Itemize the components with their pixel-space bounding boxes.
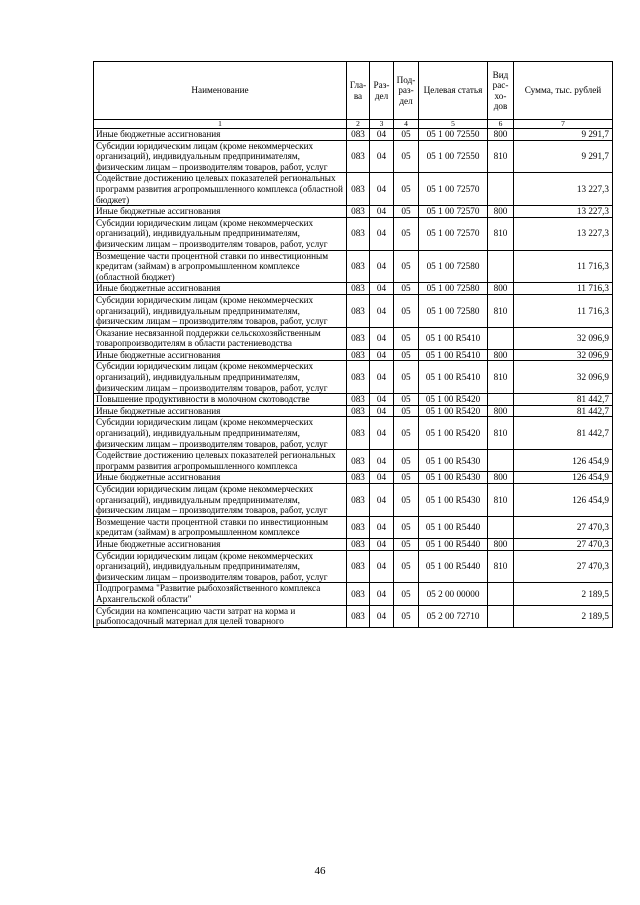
table-body: [94, 129, 613, 628]
header-name: Наименование: [94, 62, 347, 120]
row-name: Оказание несвязанной поддержки сельскохозяйственным товаропроизводителям в области растениеводства: [94, 327, 347, 349]
row-podrazdel: 05: [394, 472, 419, 484]
row-glava: 083: [347, 250, 370, 283]
row-podrazdel: 05: [394, 450, 419, 472]
table-row: [94, 583, 613, 605]
header-glava: Гла-ва: [347, 62, 370, 120]
table-row: [94, 129, 613, 141]
row-target-article: 05 1 00 72570: [419, 206, 488, 218]
table-row: [94, 217, 613, 250]
row-name: Субсидии юридическим лицам (кроме некоммерческих организаций), индивидуальным предпринимателям, физическим лицам – производителям товаров, работ, услуг: [94, 294, 347, 327]
row-name: Иные бюджетные ассигнования: [94, 129, 347, 141]
row-target-article: 05 1 00 R5410: [419, 349, 488, 361]
row-sum: 27 470,3: [514, 538, 613, 550]
row-expense-type: [488, 173, 514, 206]
row-expense-type: 810: [488, 140, 514, 173]
row-sum: 81 442,7: [514, 405, 613, 417]
row-target-article: 05 1 00 R5430: [419, 484, 488, 517]
row-podrazdel: 05: [394, 129, 419, 141]
row-name: Иные бюджетные ассигнования: [94, 472, 347, 484]
row-glava: 083: [347, 361, 370, 394]
table-row: [94, 538, 613, 550]
row-sum: 126 454,9: [514, 484, 613, 517]
row-razdel: 04: [370, 516, 394, 538]
row-name: Возмещение части процентной ставки по инвестиционным кредитам (займам) в агропромышленном комплексе: [94, 516, 347, 538]
row-razdel: 04: [370, 349, 394, 361]
row-sum: 2 189,5: [514, 583, 613, 605]
row-name: Субсидии юридическим лицам (кроме некоммерческих организаций), индивидуальным предпринимателям, физическим лицам – производителям товаров, работ, услуг: [94, 361, 347, 394]
row-razdel: 04: [370, 173, 394, 206]
header-razdel: Раз-дел: [370, 62, 394, 120]
row-podrazdel: 05: [394, 394, 419, 406]
row-name: Повышение продуктивности в молочном скотоводстве: [94, 394, 347, 406]
row-razdel: 04: [370, 583, 394, 605]
row-razdel: 04: [370, 129, 394, 141]
row-expense-type: 800: [488, 206, 514, 218]
row-name: Содействие достижению целевых показателей региональных программ развития агропромышленного комплекса (областной бюджет): [94, 173, 347, 206]
row-podrazdel: 05: [394, 217, 419, 250]
row-target-article: 05 1 00 R5430: [419, 472, 488, 484]
row-target-article: 05 1 00 R5420: [419, 394, 488, 406]
row-razdel: 04: [370, 550, 394, 583]
row-glava: 083: [347, 294, 370, 327]
column-numbers-row: [94, 120, 613, 129]
row-razdel: 04: [370, 140, 394, 173]
row-target-article: 05 1 00 72570: [419, 217, 488, 250]
row-razdel: 04: [370, 361, 394, 394]
table-row: [94, 206, 613, 218]
table-header-row: [94, 62, 613, 120]
row-name: Субсидии юридическим лицам (кроме некоммерческих организаций), индивидуальным предпринимателям, физическим лицам – производителям товаров, работ, услуг: [94, 484, 347, 517]
row-podrazdel: 05: [394, 349, 419, 361]
row-razdel: 04: [370, 294, 394, 327]
row-razdel: 04: [370, 394, 394, 406]
row-expense-type: [488, 327, 514, 349]
row-glava: 083: [347, 450, 370, 472]
table-row: [94, 327, 613, 349]
row-sum: 13 227,3: [514, 206, 613, 218]
table-row: [94, 361, 613, 394]
header-podrazdel: Под-раз-дел: [394, 62, 419, 120]
row-glava: 083: [347, 516, 370, 538]
row-target-article: 05 1 00 R5440: [419, 516, 488, 538]
row-glava: 083: [347, 605, 370, 627]
row-razdel: 04: [370, 450, 394, 472]
table-row: [94, 417, 613, 450]
row-expense-type: 810: [488, 484, 514, 517]
row-razdel: 04: [370, 250, 394, 283]
row-razdel: 04: [370, 217, 394, 250]
row-target-article: 05 2 00 00000: [419, 583, 488, 605]
table-row: [94, 450, 613, 472]
column-number: 2: [347, 120, 370, 129]
row-sum: 11 716,3: [514, 250, 613, 283]
row-podrazdel: 05: [394, 583, 419, 605]
row-razdel: 04: [370, 417, 394, 450]
row-razdel: 04: [370, 472, 394, 484]
row-target-article: 05 1 00 R5410: [419, 327, 488, 349]
row-glava: 083: [347, 538, 370, 550]
row-target-article: 05 1 00 72550: [419, 129, 488, 141]
row-name: Иные бюджетные ассигнования: [94, 283, 347, 295]
row-podrazdel: 05: [394, 173, 419, 206]
table-row: [94, 283, 613, 295]
row-sum: 27 470,3: [514, 516, 613, 538]
row-expense-type: 800: [488, 405, 514, 417]
budget-table: [93, 61, 613, 628]
column-number: 7: [514, 120, 613, 129]
row-expense-type: 800: [488, 538, 514, 550]
header-summa: Сумма, тыс. рублей: [514, 62, 613, 120]
row-expense-type: 800: [488, 129, 514, 141]
row-name: Иные бюджетные ассигнования: [94, 405, 347, 417]
row-glava: 083: [347, 417, 370, 450]
row-podrazdel: 05: [394, 405, 419, 417]
row-sum: 9 291,7: [514, 129, 613, 141]
table-row: [94, 516, 613, 538]
row-name: Субсидии юридическим лицам (кроме некоммерческих организаций), индивидуальным предпринимателям, физическим лицам – производителям товаров, работ, услуг: [94, 140, 347, 173]
row-sum: 13 227,3: [514, 173, 613, 206]
row-name: Субсидии юридическим лицам (кроме некоммерческих организаций), индивидуальным предпринимателям, физическим лицам – производителям товаров, работ, услуг: [94, 417, 347, 450]
row-expense-type: 800: [488, 349, 514, 361]
row-target-article: 05 1 00 72550: [419, 140, 488, 173]
header-vid: Вид рас-хо-дов: [488, 62, 514, 120]
row-expense-type: 800: [488, 472, 514, 484]
row-podrazdel: 05: [394, 327, 419, 349]
row-sum: 126 454,9: [514, 450, 613, 472]
row-podrazdel: 05: [394, 484, 419, 517]
row-glava: 083: [347, 550, 370, 583]
row-name: Подпрограмма "Развитие рыбохозяйственного комплекса Архангельской области": [94, 583, 347, 605]
row-name: Субсидии юридическим лицам (кроме некоммерческих организаций), индивидуальным предпринимателям, физическим лицам – производителям товаров, работ, услуг: [94, 217, 347, 250]
row-glava: 083: [347, 327, 370, 349]
row-target-article: 05 1 00 72580: [419, 283, 488, 295]
row-target-article: 05 1 00 R5440: [419, 538, 488, 550]
row-podrazdel: 05: [394, 550, 419, 583]
row-name: Субсидии юридическим лицам (кроме некоммерческих организаций), индивидуальным предпринимателям, физическим лицам – производителям товаров, работ, услуг: [94, 550, 347, 583]
row-glava: 083: [347, 583, 370, 605]
column-number: 4: [394, 120, 419, 129]
row-expense-type: 810: [488, 294, 514, 327]
table-row: [94, 294, 613, 327]
row-name: Содействие достижению целевых показателей региональных программ развития агропромышленного комплекса: [94, 450, 347, 472]
row-expense-type: [488, 394, 514, 406]
row-expense-type: 810: [488, 217, 514, 250]
row-glava: 083: [347, 140, 370, 173]
row-expense-type: [488, 450, 514, 472]
row-name: Иные бюджетные ассигнования: [94, 206, 347, 218]
row-podrazdel: 05: [394, 250, 419, 283]
row-glava: 083: [347, 472, 370, 484]
row-razdel: 04: [370, 327, 394, 349]
header-celevaya: Целевая статья: [419, 62, 488, 120]
row-sum: 81 442,7: [514, 394, 613, 406]
column-number: 5: [419, 120, 488, 129]
row-razdel: 04: [370, 605, 394, 627]
row-podrazdel: 05: [394, 140, 419, 173]
row-podrazdel: 05: [394, 538, 419, 550]
row-sum: 32 096,9: [514, 361, 613, 394]
column-number: 6: [488, 120, 514, 129]
row-expense-type: [488, 250, 514, 283]
row-sum: 126 454,9: [514, 472, 613, 484]
row-sum: 11 716,3: [514, 294, 613, 327]
row-expense-type: [488, 516, 514, 538]
table-row: [94, 484, 613, 517]
row-target-article: 05 1 00 72570: [419, 173, 488, 206]
row-target-article: 05 1 00 R5410: [419, 361, 488, 394]
row-podrazdel: 05: [394, 283, 419, 295]
row-razdel: 04: [370, 484, 394, 517]
page-number: 46: [314, 865, 326, 877]
table-row: [94, 394, 613, 406]
row-glava: 083: [347, 217, 370, 250]
row-razdel: 04: [370, 206, 394, 218]
table-row: [94, 173, 613, 206]
row-target-article: 05 1 00 R5430: [419, 450, 488, 472]
row-sum: 32 096,9: [514, 327, 613, 349]
row-sum: 81 442,7: [514, 417, 613, 450]
row-target-article: 05 1 00 72580: [419, 294, 488, 327]
row-expense-type: 810: [488, 550, 514, 583]
row-glava: 083: [347, 405, 370, 417]
row-name: Субсидии на компенсацию части затрат на корма и рыбопосадочный материал для целей товарного: [94, 605, 347, 627]
row-expense-type: [488, 583, 514, 605]
column-number: 1: [94, 120, 347, 129]
table-row: [94, 550, 613, 583]
row-podrazdel: 05: [394, 294, 419, 327]
table-row: [94, 349, 613, 361]
row-name: Иные бюджетные ассигнования: [94, 538, 347, 550]
table-row: [94, 405, 613, 417]
row-expense-type: 810: [488, 417, 514, 450]
row-sum: 11 716,3: [514, 283, 613, 295]
row-glava: 083: [347, 484, 370, 517]
row-podrazdel: 05: [394, 605, 419, 627]
row-target-article: 05 1 00 R5420: [419, 405, 488, 417]
row-expense-type: [488, 605, 514, 627]
row-expense-type: 800: [488, 283, 514, 295]
table-row: [94, 250, 613, 283]
row-glava: 083: [347, 349, 370, 361]
column-number: 3: [370, 120, 394, 129]
row-sum: 2 189,5: [514, 605, 613, 627]
row-sum: 27 470,3: [514, 550, 613, 583]
row-name: Возмещение части процентной ставки по инвестиционным кредитам (займам) в агропромышленном комплексе (областной бюджет): [94, 250, 347, 283]
row-name: Иные бюджетные ассигнования: [94, 349, 347, 361]
row-podrazdel: 05: [394, 361, 419, 394]
row-target-article: 05 1 00 R5420: [419, 417, 488, 450]
table-row: [94, 140, 613, 173]
row-target-article: 05 1 00 R5440: [419, 550, 488, 583]
table-row: [94, 472, 613, 484]
row-podrazdel: 05: [394, 417, 419, 450]
row-target-article: 05 1 00 72580: [419, 250, 488, 283]
row-razdel: 04: [370, 405, 394, 417]
row-glava: 083: [347, 283, 370, 295]
table-row: [94, 605, 613, 627]
row-sum: 9 291,7: [514, 140, 613, 173]
row-glava: 083: [347, 129, 370, 141]
row-sum: 13 227,3: [514, 217, 613, 250]
row-glava: 083: [347, 206, 370, 218]
row-podrazdel: 05: [394, 516, 419, 538]
row-target-article: 05 2 00 72710: [419, 605, 488, 627]
row-sum: 32 096,9: [514, 349, 613, 361]
row-expense-type: 810: [488, 361, 514, 394]
row-podrazdel: 05: [394, 206, 419, 218]
row-glava: 083: [347, 173, 370, 206]
row-glava: 083: [347, 394, 370, 406]
row-razdel: 04: [370, 538, 394, 550]
row-razdel: 04: [370, 283, 394, 295]
